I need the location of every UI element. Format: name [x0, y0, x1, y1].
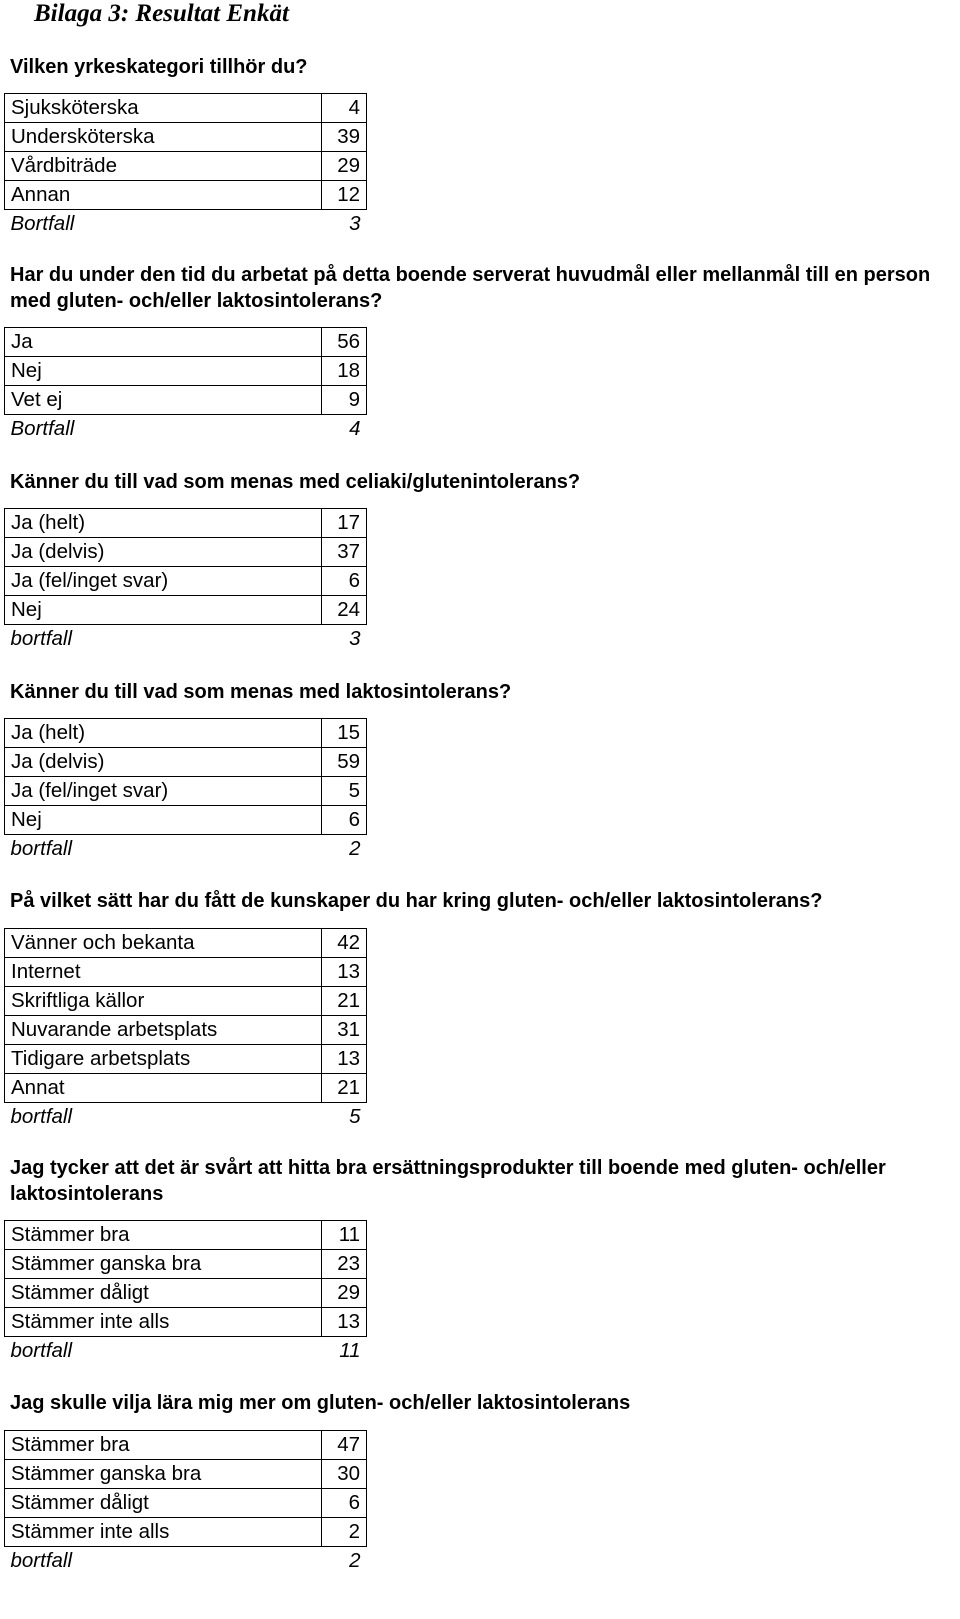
answers-table	[4, 93, 367, 238]
table-row	[5, 987, 367, 1016]
question-heading: Känner du till vad som menas med laktosintolerans?	[10, 681, 512, 703]
question-heading: Vilken yrkeskategori tillhör du?	[10, 56, 308, 78]
table-row	[5, 94, 367, 123]
missing-row	[5, 835, 367, 864]
table-row	[5, 357, 367, 386]
answers-table	[4, 1220, 367, 1365]
answer-count: 47	[322, 1431, 367, 1460]
answer-count: 21	[322, 987, 367, 1016]
answer-count: 9	[322, 386, 367, 415]
answer-count: 3	[349, 212, 361, 235]
answer-count: 39	[322, 123, 367, 152]
missing-row	[5, 415, 367, 444]
answer-count: 6	[322, 1489, 367, 1518]
missing-row	[5, 210, 367, 239]
table-row	[5, 386, 367, 415]
table-row	[5, 748, 367, 777]
answer-count: 2	[349, 1549, 361, 1572]
answer-count: 11	[339, 1339, 361, 1362]
answer-count: 23	[322, 1250, 367, 1279]
answer-count: 37	[322, 538, 367, 567]
table-row	[5, 538, 367, 567]
question-heading: Känner du till vad som menas med celiaki/glutenintolerans?	[10, 471, 581, 493]
answer-label: Sjuksköterska	[5, 94, 322, 123]
table-row	[5, 1221, 367, 1250]
answer-label: bortfall	[10, 837, 73, 860]
answer-count: 21	[322, 1074, 367, 1103]
table-row	[5, 123, 367, 152]
answer-count: 4	[349, 417, 361, 440]
answer-label: Ja	[5, 328, 322, 357]
answer-label: Stämmer dåligt	[5, 1489, 322, 1518]
answer-label: bortfall	[10, 1339, 73, 1362]
answer-count: 17	[322, 509, 367, 538]
answers-table	[4, 508, 367, 653]
answer-label: Stämmer inte alls	[5, 1518, 322, 1547]
answer-label: Nej	[5, 806, 322, 835]
table-row	[5, 1074, 367, 1103]
answers-table	[4, 928, 367, 1131]
answer-label: Ja (helt)	[5, 509, 322, 538]
answer-label: Tidigare arbetsplats	[5, 1045, 322, 1074]
answer-label: bortfall	[10, 1549, 73, 1572]
answer-label: Annan	[5, 181, 322, 210]
missing-row	[5, 1547, 367, 1576]
answer-count: 31	[322, 1016, 367, 1045]
table-row	[5, 1308, 367, 1337]
table-row	[5, 1016, 367, 1045]
answer-count: 18	[322, 357, 367, 386]
question-heading: Jag tycker att det är svårt att hitta bra ersättningsprodukter till boende med gluten- och/eller laktosintolerans	[10, 1157, 886, 1205]
answer-label: Ja (fel/inget svar)	[5, 567, 322, 596]
answer-label: Vänner och bekanta	[5, 929, 322, 958]
answer-count: 13	[322, 958, 367, 987]
answer-label: Stämmer ganska bra	[5, 1460, 322, 1489]
answer-label: Vet ej	[5, 386, 322, 415]
answer-count: 5	[349, 1105, 361, 1128]
table-row	[5, 929, 367, 958]
table-row	[5, 958, 367, 987]
table-row	[5, 596, 367, 625]
missing-row	[5, 625, 367, 654]
answer-label: Bortfall	[10, 212, 75, 235]
answer-label: Ja (delvis)	[5, 748, 322, 777]
question-heading: På vilket sätt har du fått de kunskaper du har kring gluten- och/eller laktosintolerans?	[10, 890, 823, 912]
answer-label: Nej	[5, 357, 322, 386]
table-row	[5, 181, 367, 210]
answer-label: Undersköterska	[5, 123, 322, 152]
table-row	[5, 1045, 367, 1074]
table-row	[5, 1518, 367, 1547]
answer-count: 3	[349, 627, 361, 650]
answer-count: 5	[322, 777, 367, 806]
answer-label: Stämmer bra	[5, 1221, 322, 1250]
answer-count: 56	[322, 328, 367, 357]
answer-count: 13	[322, 1308, 367, 1337]
question-heading: Jag skulle vilja lära mig mer om gluten- och/eller laktosintolerans	[10, 1392, 631, 1414]
answer-label: Stämmer bra	[5, 1431, 322, 1460]
answer-label: Stämmer ganska bra	[5, 1250, 322, 1279]
answer-label: Vårdbiträde	[5, 152, 322, 181]
answer-label: Internet	[5, 958, 322, 987]
answer-count: 2	[322, 1518, 367, 1547]
answer-count: 15	[322, 719, 367, 748]
answer-count: 24	[322, 596, 367, 625]
table-row	[5, 328, 367, 357]
answer-label: Annat	[5, 1074, 322, 1103]
question-heading: Har du under den tid du arbetat på detta boende serverat huvudmål eller mellanmål till en person med gluten- och/eller laktosintolerans?	[10, 264, 931, 312]
page-title: Bilaga 3: Resultat Enkät	[34, 0, 289, 27]
table-row	[5, 1250, 367, 1279]
table-row	[5, 1431, 367, 1460]
answer-count: 59	[322, 748, 367, 777]
table-row	[5, 509, 367, 538]
answer-count: 12	[322, 181, 367, 210]
answer-label: Stämmer dåligt	[5, 1279, 322, 1308]
answer-label: Stämmer inte alls	[5, 1308, 322, 1337]
answer-label: Nuvarande arbetsplats	[5, 1016, 322, 1045]
answer-label: bortfall	[10, 1105, 73, 1128]
answer-label: bortfall	[10, 627, 73, 650]
answers-table	[4, 327, 367, 443]
table-row	[5, 567, 367, 596]
answer-count: 6	[322, 567, 367, 596]
answer-count: 29	[322, 152, 367, 181]
table-row	[5, 1460, 367, 1489]
answer-label: Nej	[5, 596, 322, 625]
answer-count: 13	[322, 1045, 367, 1074]
table-row	[5, 777, 367, 806]
table-row	[5, 152, 367, 181]
answer-count: 29	[322, 1279, 367, 1308]
answer-label: Bortfall	[10, 417, 75, 440]
answer-count: 42	[322, 929, 367, 958]
answers-table	[4, 1430, 367, 1575]
answers-table	[4, 718, 367, 863]
answer-label: Ja (fel/inget svar)	[5, 777, 322, 806]
answer-count: 2	[349, 837, 361, 860]
table-row	[5, 719, 367, 748]
missing-row	[5, 1103, 367, 1132]
table-row	[5, 1489, 367, 1518]
answer-count: 30	[322, 1460, 367, 1489]
answer-count: 4	[322, 94, 367, 123]
answer-label: Skriftliga källor	[5, 987, 322, 1016]
missing-row	[5, 1337, 367, 1366]
answer-label: Ja (delvis)	[5, 538, 322, 567]
answer-label: Ja (helt)	[5, 719, 322, 748]
answer-count: 6	[322, 806, 367, 835]
table-row	[5, 1279, 367, 1308]
answer-count: 11	[322, 1221, 367, 1250]
table-row	[5, 806, 367, 835]
